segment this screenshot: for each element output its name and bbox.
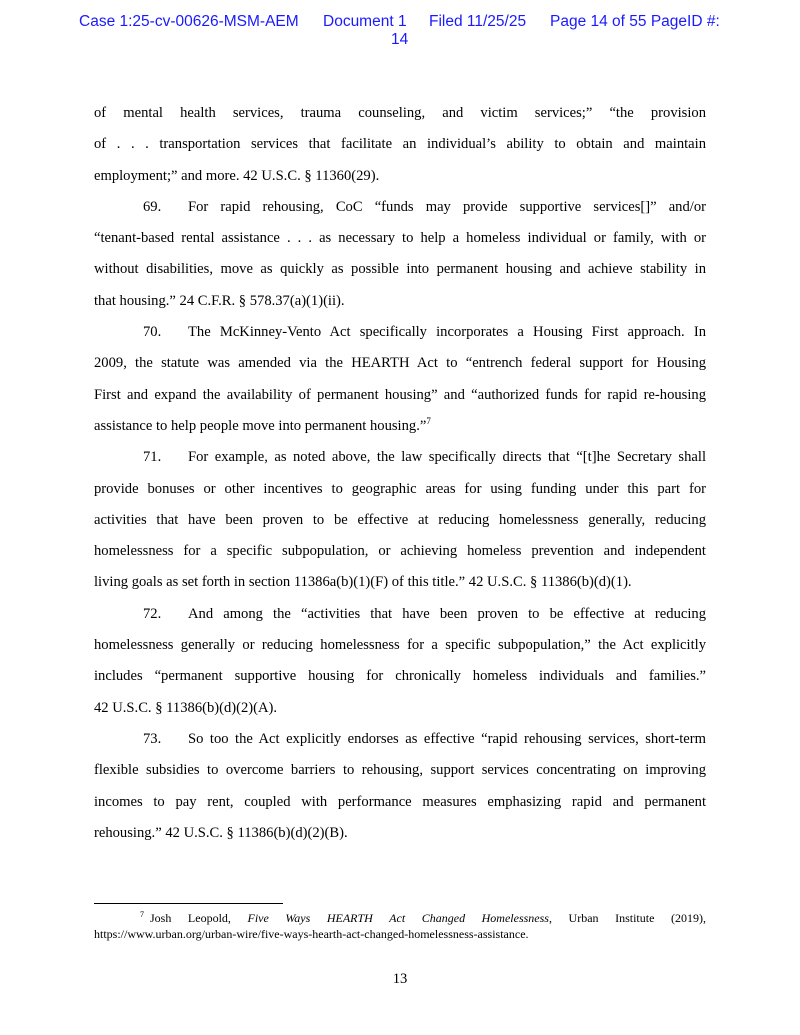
paragraph-number: 69.: [143, 198, 162, 215]
paragraph-line: [94, 755, 706, 786]
line-text: that housing.” 24 C.F.R. § 578.37(a)(1)(ii).: [94, 292, 345, 309]
body-text: [94, 98, 706, 849]
line-text: 2009, the statute was amended via the HEARTH Act to “entrench federal support for Housing: [94, 355, 706, 372]
line-text: So too the Act explicitly endorses as effective “rapid rehousing services, short-term: [188, 730, 706, 747]
line-text: living goals as set forth in section 11386a(b)(1)(F) of this title.” 42 U.S.C. § 11386(b)(d)(1).: [94, 574, 632, 591]
footnote-publisher: , Urban Institute (2019),: [548, 911, 706, 925]
paragraph-line: [94, 411, 706, 442]
line-text: For rapid rehousing, CoC “funds may provide supportive services[]” and/or: [188, 198, 706, 215]
paragraph-line: [94, 223, 706, 254]
footnote-reference[interactable]: 7: [426, 415, 431, 426]
line-text: activities that have been proven to be effective at reducing homelessness generally, reducing: [94, 511, 706, 528]
paragraph-line: [94, 599, 706, 630]
line-text: The McKinney-Vento Act specifically incorporates a Housing First approach. In: [188, 324, 706, 341]
line-text: without disabilities, move as quickly as possible into permanent housing and achieve stability in: [94, 261, 706, 278]
paragraph-line: [94, 693, 706, 724]
line-text: First and expand the availability of permanent housing” and “authorized funds for rapid re-housing: [94, 386, 706, 403]
paragraph-line: [94, 536, 706, 567]
line-text: includes “permanent supportive housing for chronically homeless individuals and families.”: [94, 668, 706, 685]
paragraph-number: 72.: [143, 605, 162, 622]
line-text: employment;” and more. 42 U.S.C. § 11360(29).: [94, 167, 380, 184]
footnote-divider: [94, 903, 283, 904]
line-text: 42 U.S.C. § 11386(b)(d)(2)(A).: [94, 699, 278, 716]
case-number: Case 1:25-cv-00626-MSM-AEM: [79, 13, 299, 30]
line-text: And among the “activities that have been proven to be effective at reducing: [188, 605, 706, 622]
line-text: homelessness generally or reducing homelessness for a specific subpopulation,” the Act explicitly: [94, 637, 706, 654]
paragraph-line: [94, 567, 706, 598]
footnote-url: https://www.urban.org/urban-wire/five-ways-hearth-act-changed-homelessness-assistance.: [94, 927, 529, 941]
footnote-title: Five Ways HEARTH Act Changed Homelessness: [247, 911, 549, 925]
line-text: provide bonuses or other incentives to geographic areas for using funding under this part for: [94, 480, 706, 497]
footnote-author: Josh Leopold,: [150, 911, 231, 925]
paragraph-line: [94, 787, 706, 818]
paragraph-line: [94, 661, 706, 692]
line-text: homelessness for a specific subpopulation, or achieving homeless prevention and independent: [94, 543, 706, 560]
paragraph-line: [94, 505, 706, 536]
line-text: “tenant-based rental assistance . . . as necessary to help a homeless individual or family, with or: [94, 230, 706, 247]
paragraph-line: [94, 192, 706, 223]
line-text: flexible subsidies to overcome barriers to rehousing, support services concentrating on improving: [94, 762, 706, 779]
paragraph-number: 71.: [143, 449, 162, 466]
paragraph-number: 73.: [143, 730, 162, 747]
page-id: 14: [391, 31, 409, 48]
line-text: of mental health services, trauma counseling, and victim services;” “the provision: [94, 105, 706, 121]
footnote-marker: 7: [140, 910, 144, 919]
paragraph-line: [94, 129, 706, 160]
paragraph-line: [94, 286, 706, 317]
paragraph-line: [94, 98, 706, 129]
line-text: rehousing.” 42 U.S.C. § 11386(b)(d)(2)(B).: [94, 824, 348, 841]
line-text: incomes to pay rent, coupled with performance measures emphasizing rapid and permanent: [94, 793, 706, 810]
paragraph-line: [94, 818, 706, 849]
filed-date: Filed 11/25/25: [429, 13, 527, 30]
paragraph-line: [94, 317, 706, 348]
paragraph-line: [94, 348, 706, 379]
page-number: 13: [392, 971, 408, 987]
line-text: of . . . transportation services that facilitate an individual’s ability to obtain and maintain: [94, 136, 706, 153]
page-info: Page 14 of 55 PageID #:: [550, 13, 720, 30]
footnote: [94, 910, 706, 942]
paragraph-number: 70.: [143, 324, 162, 341]
paragraph-line: [94, 474, 706, 505]
paragraph-line: [94, 161, 706, 192]
paragraph-line: [94, 724, 706, 755]
line-text: For example, as noted above, the law specifically directs that “[t]he Secretary shall: [188, 449, 706, 466]
paragraph-line: [94, 380, 706, 411]
paragraph-line: [94, 442, 706, 473]
line-text: assistance to help people move into permanent housing.”: [94, 417, 427, 434]
paragraph-line: [94, 630, 706, 661]
paragraph-line: [94, 254, 706, 285]
document-number: Document 1: [323, 13, 407, 30]
